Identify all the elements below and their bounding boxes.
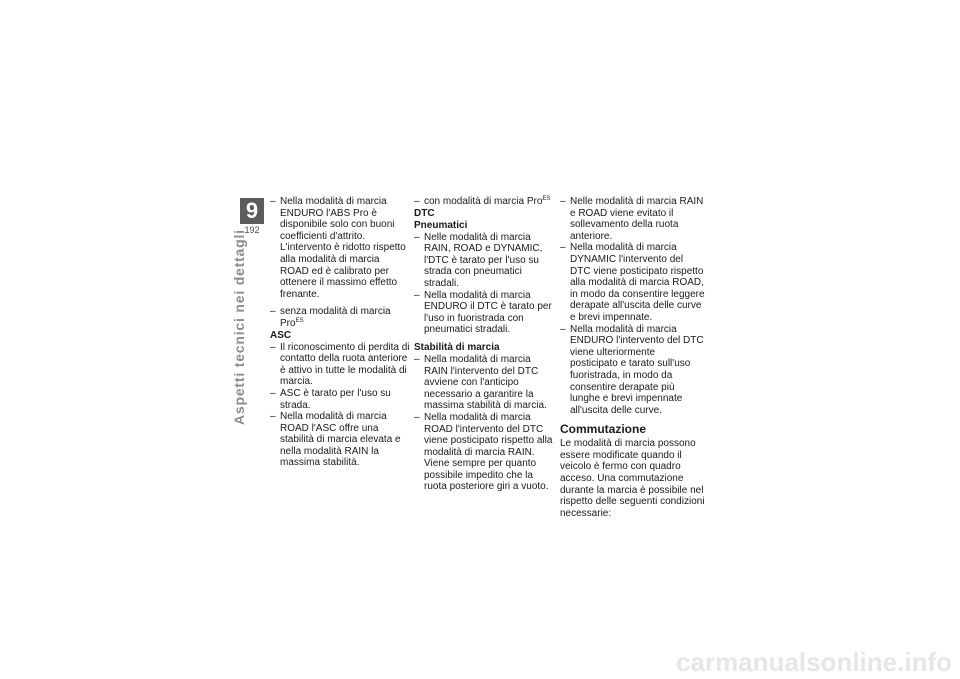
commutazione-paragraph: Le modalità di marcia possono essere modificate quando il veicolo è fermo con quadro acceso. Una commutazione durante la marcia è possibile nel rispetto delle seguenti condizioni necessarie: bbox=[560, 438, 705, 519]
column-3 bbox=[560, 196, 705, 519]
modes-list bbox=[560, 196, 705, 416]
list-item: – Nella modalità di marcia ENDURO l'ABS Pro è disponibile solo con buoni coefficienti d'attrito. L'intervento è ridotto rispetto alla modalità di marcia ROAD ed è calibrato per ottenere il massimo effetto frenante. bbox=[270, 196, 410, 300]
heading-asc: ASC bbox=[270, 329, 292, 341]
list-item: – Nelle modalità di marcia RAIN e ROAD viene evitato il sollevamento della ruota anteriore. bbox=[560, 196, 705, 242]
stabilita-list bbox=[414, 354, 554, 493]
list-item: – Nella modalità di marcia DYNAMIC l'intervento del DTC viene posticipato rispetto alla modalità di marcia ROAD, in modo da consentire leggere derapate all'uscita delle curve e brevi impennate. bbox=[560, 242, 705, 323]
list-item: – Nella modalità di marcia ENDURO il DTC è tarato per l'uso in fuoristrada con pneumatici stradali. bbox=[414, 290, 554, 336]
pneumatici-list bbox=[414, 232, 554, 336]
list-item: – Nelle modalità di marcia RAIN, ROAD e DYNAMIC, l'DTC è tarato per l'uso su strada con pneumatici stradali. bbox=[414, 232, 554, 290]
column-2 bbox=[414, 196, 554, 493]
chapter-number: 9 bbox=[245, 198, 259, 223]
list-item: – Nella modalità di marcia ENDURO l'intervento del DTC viene ulteriormente posticipato e tarato sull'uso fuoristrada, in modo da consentire derapate più lunghe e brevi impennate all'uscita delle curve. bbox=[560, 324, 705, 417]
heading-stabilita: Stabilità di marcia bbox=[414, 341, 500, 353]
list-item: – senza modalità di marcia Pro$^{ES}$ bbox=[270, 306, 410, 329]
heading-commutazione: Commutazione bbox=[560, 422, 647, 437]
list-item: – Il riconoscimento di perdita di contatto della ruota anteriore è attivo in tutte le modalità di marcia. bbox=[270, 342, 410, 388]
page-number: 192 bbox=[240, 224, 264, 236]
column-1 bbox=[270, 196, 410, 469]
asc-list bbox=[270, 342, 410, 470]
chapter-title: Aspetti tecnici nei dettagli bbox=[231, 229, 247, 425]
abs-list bbox=[270, 196, 410, 330]
heading-dtc: DTC bbox=[414, 207, 435, 219]
list-item: – Nella modalità di marcia RAIN l'intervento del DTC avviene con l'anticipo necessario a garantire la massima stabilità di marcia. bbox=[414, 354, 554, 412]
pro-list bbox=[414, 196, 554, 208]
list-item: – con modalità di marcia Pro$^{ES}$ bbox=[414, 196, 554, 208]
superscript-es: ES bbox=[295, 317, 304, 324]
watermark: carmanualsonline.info bbox=[676, 647, 952, 677]
list-item: – Nella modalità di marcia ROAD l'ASC offre una stabilità di marcia elevata e nella modalità RAIN la massima stabilità. bbox=[270, 411, 410, 469]
heading-pneumatici: Pneumatici bbox=[414, 219, 468, 231]
list-item: – Nella modalità di marcia ROAD l'intervento del DTC viene posticipato rispetto alla modalità di marcia RAIN. Viene sempre per quanto possibile impedito che la ruota posteriore giri a vuoto. bbox=[414, 412, 554, 493]
list-item: – ASC è tarato per l'uso su strada. bbox=[270, 388, 410, 411]
superscript-es: ES bbox=[542, 196, 551, 202]
